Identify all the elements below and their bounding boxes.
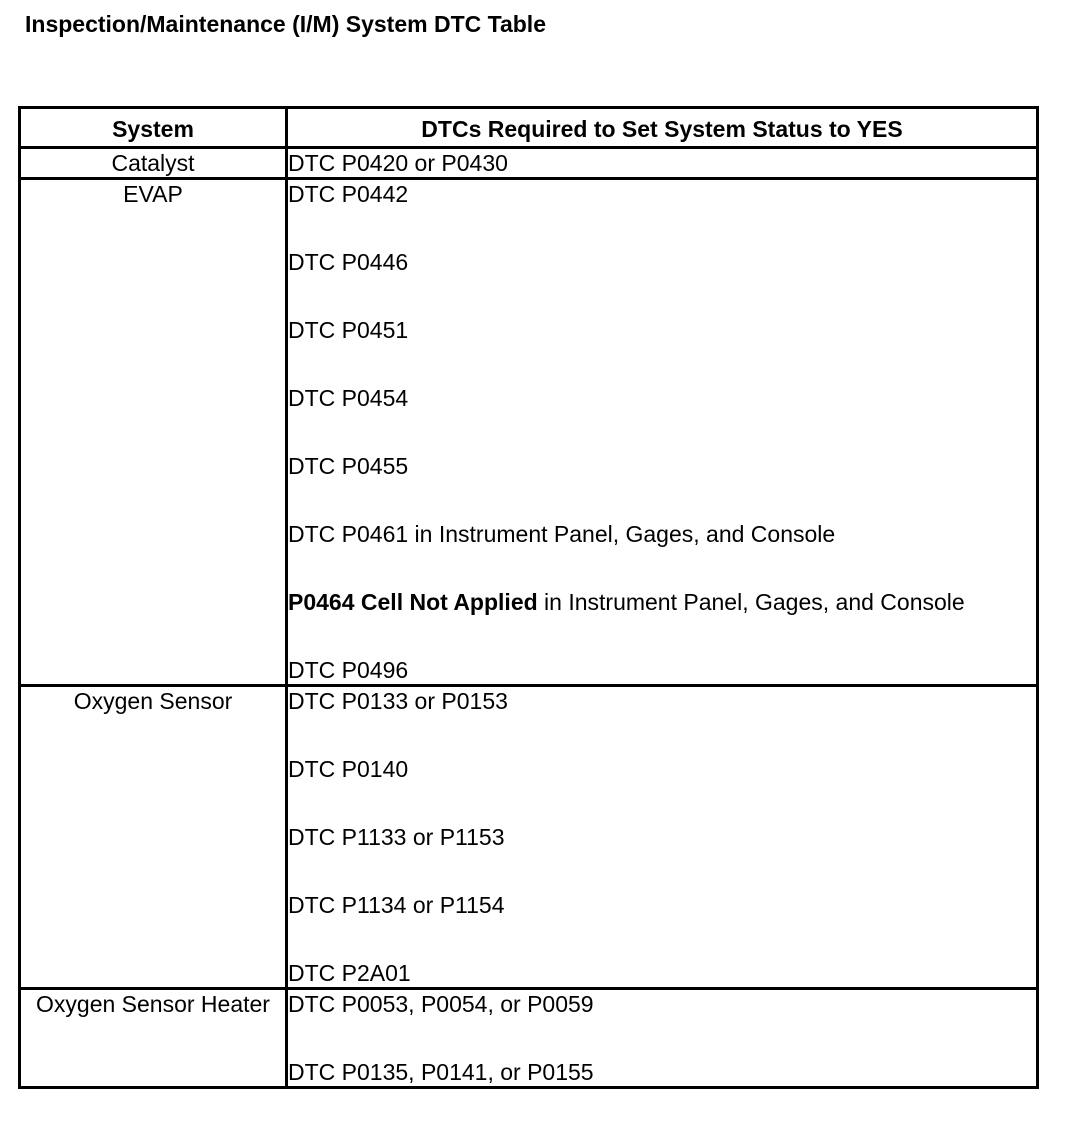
table-row (20, 148, 1038, 179)
dtc-item-text: DTC P0135, P0141, or P0155 (288, 1059, 594, 1085)
dtc-item-bold: P0464 Cell Not Applied (288, 589, 538, 615)
header-system: System (20, 108, 287, 148)
dtc-item (288, 656, 1036, 684)
dtc-item (288, 959, 1036, 987)
dtc-cell (287, 686, 1038, 989)
dtc-item (288, 452, 1036, 480)
dtc-item (288, 755, 1036, 783)
dtc-item-text: DTC P0420 or P0430 (288, 150, 508, 176)
dtc-item (288, 891, 1036, 919)
dtc-item-text: in Instrument Panel, Gages, and Console (537, 589, 965, 615)
dtc-item (288, 1058, 1036, 1086)
dtc-item-text: DTC P0451 (288, 317, 409, 343)
dtc-item-text: DTC P0133 or P0153 (288, 688, 508, 714)
dtc-item-text: DTC P0461 in Instrument Panel, Gages, and Console (288, 521, 836, 547)
table-body (20, 148, 1038, 1088)
dtc-item (288, 588, 1036, 616)
dtc-item-text: DTC P0455 (288, 453, 409, 479)
dtc-item (288, 520, 1036, 548)
header-dtcs: DTCs Required to Set System Status to YES (287, 108, 1038, 148)
table-row (20, 179, 1038, 686)
system-cell: Oxygen Sensor (20, 686, 287, 989)
dtc-item-text: DTC P1134 or P1154 (288, 892, 505, 918)
dtc-cell (287, 179, 1038, 686)
table-header-row (20, 108, 1038, 148)
system-cell: Oxygen Sensor Heater (20, 989, 287, 1088)
dtc-item (288, 384, 1036, 412)
dtc-item-text: DTC P0140 (288, 756, 409, 782)
dtc-item (288, 687, 1036, 715)
system-cell: EVAP (20, 179, 287, 686)
dtc-item-text: DTC P0496 (288, 657, 409, 683)
dtc-item (288, 823, 1036, 851)
table-row (20, 989, 1038, 1088)
system-cell: Catalyst (20, 148, 287, 179)
dtc-item (288, 316, 1036, 344)
dtc-cell (287, 148, 1038, 179)
dtc-cell (287, 989, 1038, 1088)
dtc-item (288, 248, 1036, 276)
dtc-item-text: DTC P0454 (288, 385, 409, 411)
dtc-item-text: DTC P0442 (288, 181, 409, 207)
dtc-table (18, 106, 1039, 1089)
page-title: Inspection/Maintenance (I/M) System DTC Table (25, 11, 546, 37)
dtc-item (288, 990, 1036, 1018)
dtc-item-text: DTC P2A01 (288, 960, 411, 986)
dtc-item-text: DTC P0446 (288, 249, 409, 275)
dtc-item (288, 180, 1036, 208)
dtc-item (288, 149, 1036, 177)
dtc-item-text: DTC P1133 or P1153 (288, 824, 505, 850)
dtc-item-text: DTC P0053, P0054, or P0059 (288, 991, 594, 1017)
table-row (20, 686, 1038, 989)
